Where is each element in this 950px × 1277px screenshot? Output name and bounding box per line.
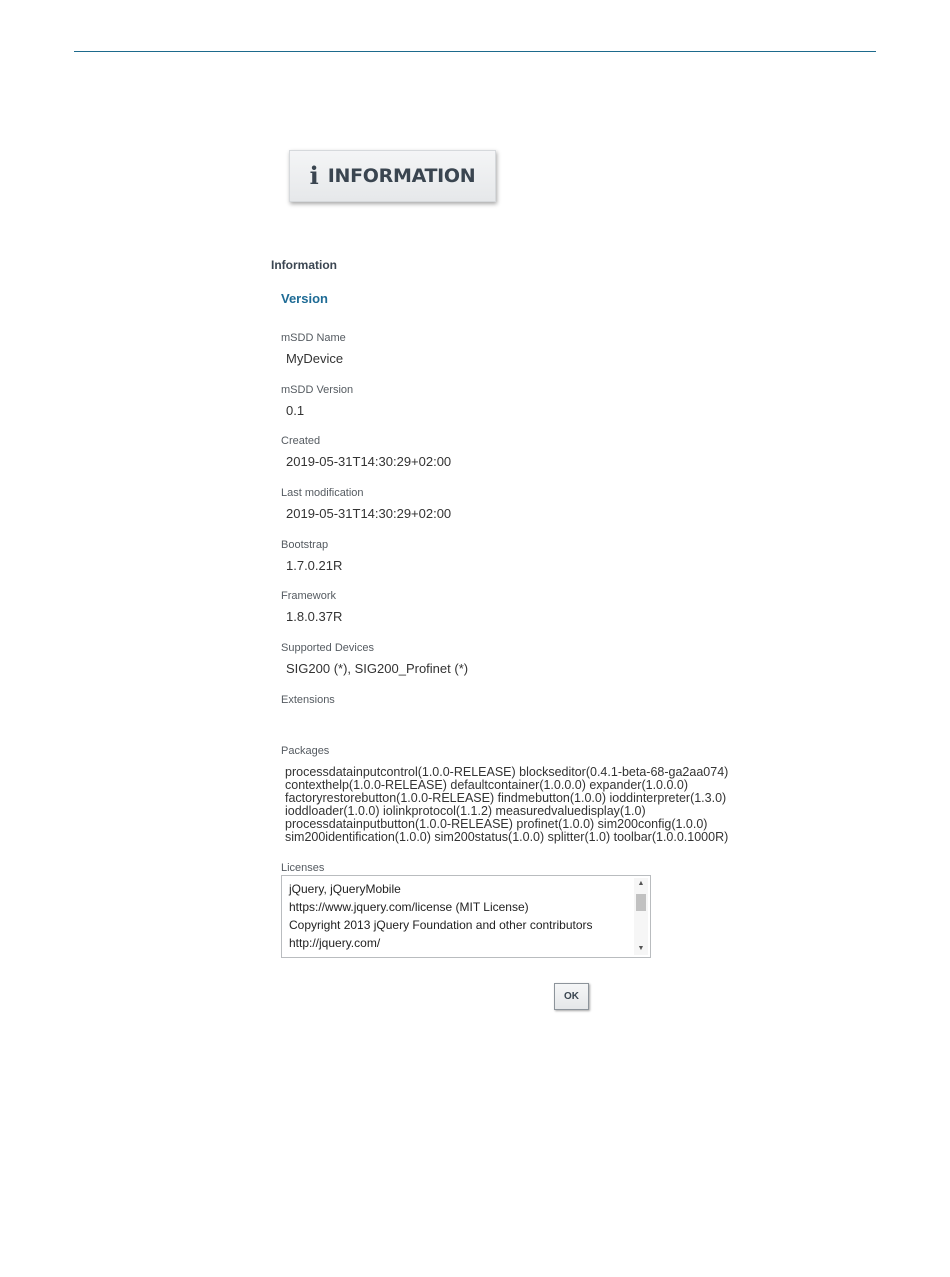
field-label-packages: Packages	[281, 745, 330, 757]
licenses-scrollbar[interactable]	[634, 878, 648, 955]
package-line: contexthelp(1.0.0-RELEASE) defaultcontainer(1.0.0.0) expander(1.0.0.0)	[285, 778, 689, 792]
packages-list	[285, 766, 785, 844]
field-label-created: Created	[281, 435, 321, 447]
dialog-title: Information	[271, 258, 337, 272]
field-value-msdd-version: 0.1	[286, 403, 305, 418]
package-line: factoryrestorebutton(1.0.0-RELEASE) findmebutton(1.0.0) ioddinterpreter(1.3.0)	[285, 791, 727, 805]
package-line: processdatainputbutton(1.0.0-RELEASE) profinet(1.0.0) sim200config(1.0.0)	[285, 817, 708, 831]
header-rule	[74, 51, 876, 52]
field-value-bootstrap: 1.7.0.21R	[286, 558, 343, 573]
section-title-version: Version	[281, 291, 328, 306]
field-value-created: 2019-05-31T14:30:29+02:00	[286, 454, 452, 469]
field-label-bootstrap: Bootstrap	[281, 539, 329, 551]
field-label-licenses: Licenses	[281, 862, 325, 874]
field-value-supported-devices: SIG200 (*), SIG200_Profinet (*)	[286, 661, 469, 676]
scroll-up-arrow-icon[interactable]: ▲	[637, 880, 645, 887]
information-button-label: INFORMATION	[327, 165, 476, 187]
license-line: http://jquery.com/	[289, 936, 381, 950]
field-label-msdd-name: mSDD Name	[281, 332, 346, 344]
field-label-supported-devices: Supported Devices	[281, 642, 374, 654]
license-line: Copyright 2013 jQuery Foundation and other contributors	[289, 918, 593, 932]
field-value-msdd-name: MyDevice	[286, 351, 344, 366]
info-icon: i	[309, 161, 319, 190]
field-label-msdd-version: mSDD Version	[281, 384, 354, 396]
license-line: jQuery, jQueryMobile	[289, 882, 401, 896]
scroll-down-arrow-icon[interactable]: ▼	[637, 945, 645, 952]
package-line: sim200identification(1.0.0) sim200status(1.0.0) splitter(1.0) toolbar(1.0.0.1000R)	[285, 830, 729, 844]
licenses-textarea[interactable]	[281, 875, 651, 958]
information-button[interactable]	[289, 150, 496, 202]
field-label-last-modification: Last modification	[281, 487, 364, 499]
licenses-text	[289, 880, 629, 952]
field-value-framework: 1.8.0.37R	[286, 609, 343, 624]
package-line: processdatainputcontrol(1.0.0-RELEASE) blockseditor(0.4.1-beta-68-ga2aa074)	[285, 765, 729, 779]
field-label-framework: Framework	[281, 590, 337, 602]
ok-button[interactable]: OK	[554, 983, 589, 1010]
package-line: ioddloader(1.0.0) iolinkprotocol(1.1.2) measuredvaluedisplay(1.0)	[285, 804, 646, 818]
scroll-thumb[interactable]	[636, 894, 646, 911]
license-line: https://www.jquery.com/license (MIT License)	[289, 900, 529, 914]
field-label-extensions: Extensions	[281, 694, 335, 706]
field-value-last-modification: 2019-05-31T14:30:29+02:00	[286, 506, 452, 521]
